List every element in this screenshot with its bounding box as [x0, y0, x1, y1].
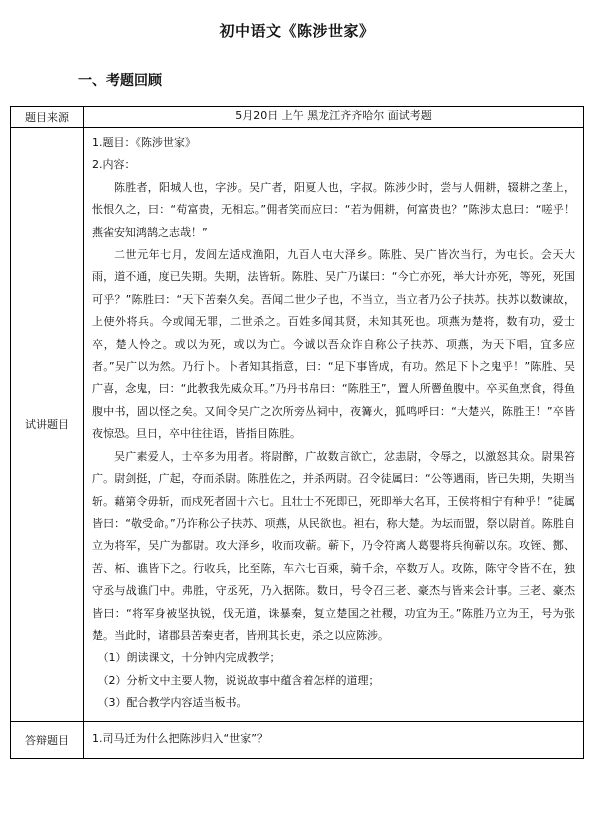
- defense-question-cell: [84, 721, 584, 758]
- passage-paragraph-3: 吴广素爱人，士卒多为用者。将尉醉，广故数言欲亡，忿恚尉，令辱之，以激怒其众。尉果笞广。尉剑挺，广起，夺而杀尉。陈胜佐之，并杀两尉。召令徒属曰：“公等遇雨，皆已失期，失期当斩。藉第令毋斩，而戍死者固十六七。且壮士不死即已，死即举大名耳，王侯将相宁有种乎！”徒属皆曰：“敬受命。”乃诈称公子扶苏、项燕，从民欲也。袒右，称大楚。为坛而盟，祭以尉首。陈胜自立为将军，吴广为都尉。攻大泽乡，收而攻蕲。蕲下，乃令符离人葛婴将兵徇蕲以东。攻铚、酂、苦、柘、谯皆下之。行收兵，比至陈，车六七百乘，骑千余，卒数万人。攻陈，陈守令皆不在，独守丞与战谯门中。弗胜，守丞死，乃入据陈。数日，号令召三老、豪杰与皆来会计事。三老、豪杰皆曰：“将军身被坚执锐，伐无道，诛暴秦，复立楚国之社稷，功宜为王。”陈胜乃立为王，号为张楚。当此时，诸郡县苦秦吏者，皆刑其长吏，杀之以应陈涉。: [92, 449, 575, 642]
- exam-table: [10, 106, 584, 759]
- requirement-1: （1）朗读课文，十分钟内完成教学；: [97, 651, 281, 665]
- content-label: 2.内容：: [92, 158, 136, 172]
- source-value: 5月20日 上午 黑龙江齐齐哈尔 面试考题: [84, 107, 584, 128]
- section-heading: 一、考题回顾: [78, 73, 162, 89]
- defense-label: 答辩题目: [11, 721, 84, 758]
- lecture-content-cell: [84, 128, 584, 722]
- requirement-3: （3）配合教学内容适当板书。: [97, 696, 248, 710]
- lecture-label: 试讲题目: [11, 128, 84, 722]
- lecture-content: [84, 128, 583, 721]
- passage-paragraph-1: 陈胜者，阳城人也，字涉。吴广者，阳夏人也，字叔。陈涉少时，尝与人佣耕，辍耕之垄上，怅恨久之，曰：“苟富贵，无相忘。”佣者笑而应曰：“若为佣耕，何富贵也？”陈涉太息曰：“嗟乎！燕雀安知鸿鹄之志哉！”: [92, 180, 575, 239]
- passage-paragraph-2: 二世元年七月，发闾左适戍渔阳，九百人屯大泽乡。陈胜、吴广皆次当行，为屯长。会天大雨，道不通，度已失期。失期，法皆斩。陈胜、吴广乃谋曰：“今亡亦死，举大计亦死，等死，死国可乎？”陈胜曰：“天下苦秦久矣。吾闻二世少子也，不当立，当立者乃公子扶苏。扶苏以数谏故，上使外将兵。今或闻无罪，二世杀之。百姓多闻其贤，未知其死也。项燕为楚将，数有功，爱士卒，楚人怜之。或以为死，或以为亡。今诚以吾众诈自称公子扶苏、项燕，为天下唱，宜多应者。”吴广以为然。乃行卜。卜者知其指意，曰：“足下事皆成，有功。然足下卜之鬼乎！”陈胜、吴广喜，念鬼，曰：“此教我先威众耳。”乃丹书帛曰：“陈胜王”，置人所罾鱼腹中。卒买鱼烹食，得鱼腹中书，固以怪之矣。又间令吴广之次所旁丛祠中，夜篝火，狐鸣呼曰：“大楚兴，陈胜王！”卒皆夜惊恐。旦日，卒中往往语，皆指目陈胜。: [92, 248, 575, 441]
- lecture-topic: 1.题目：《陈涉世家》: [92, 136, 196, 149]
- source-label: 题目来源: [11, 107, 84, 128]
- defense-row: [11, 721, 584, 758]
- defense-question: 1.司马迁为什么把陈涉归入“世家”？: [92, 731, 268, 745]
- requirement-2: （2）分析文中主要人物，说说故事中蕴含着怎样的道理；: [97, 673, 380, 687]
- source-row: [11, 107, 584, 128]
- lecture-row: [11, 128, 584, 722]
- document-title: 初中语文《陈涉世家》: [219, 22, 375, 40]
